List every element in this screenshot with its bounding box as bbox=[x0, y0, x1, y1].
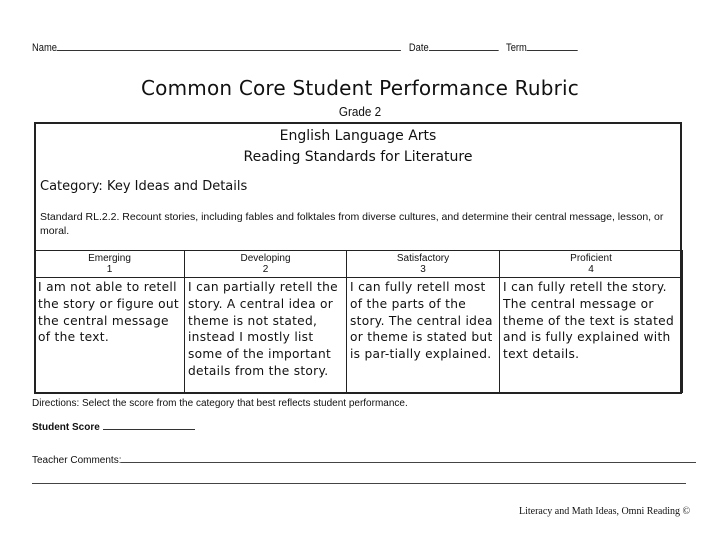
subject-line-2: Reading Standards for Literature bbox=[243, 149, 473, 165]
teacher-comments-field[interactable] bbox=[121, 453, 696, 463]
teacher-comments bbox=[32, 453, 696, 466]
teacher-comments-label: Teacher Comments: bbox=[32, 455, 122, 466]
level-description[interactable]: I can partially retell the story. A central idea or theme is not stated, instead I mostly list some of the important details from the story. bbox=[185, 278, 347, 393]
date-field[interactable] bbox=[429, 39, 499, 51]
name-field[interactable] bbox=[57, 39, 401, 51]
level-header[interactable] bbox=[347, 251, 500, 278]
term-label: Term bbox=[506, 42, 527, 54]
name-label: Name bbox=[32, 42, 57, 54]
level-header[interactable] bbox=[185, 251, 347, 278]
student-score-field[interactable] bbox=[103, 420, 195, 430]
rubric-header-row bbox=[35, 251, 683, 278]
footer-credit: Literacy and Math Ideas, Omni Reading © bbox=[519, 506, 691, 517]
category-label: Category: Key Ideas and Details bbox=[40, 179, 248, 194]
level-name: Developing bbox=[240, 253, 291, 264]
student-score bbox=[32, 420, 195, 433]
subject-heading bbox=[36, 126, 680, 168]
teacher-comments-line-2[interactable] bbox=[32, 483, 686, 484]
rubric-table bbox=[34, 250, 683, 393]
level-score: 3 bbox=[420, 264, 426, 275]
date-label: Date bbox=[408, 42, 429, 54]
level-header[interactable] bbox=[500, 251, 683, 278]
header-fields bbox=[32, 39, 578, 54]
rubric-box bbox=[34, 122, 682, 394]
level-description[interactable]: I can fully retell the story. The central message or theme of the text is stated and is fully explained with text details. bbox=[500, 278, 683, 393]
level-name: Proficient bbox=[570, 253, 612, 264]
student-score-label: Student Score bbox=[32, 422, 100, 433]
level-description[interactable]: I can fully retell most of the parts of the story. The central idea or theme is stated but is par-tially explained. bbox=[347, 278, 500, 393]
level-name: Satisfactory bbox=[396, 253, 450, 264]
directions-text: Directions: Select the score from the category that best reflects student performance. bbox=[32, 398, 408, 409]
level-score: 4 bbox=[588, 264, 594, 275]
subject-line-1: English Language Arts bbox=[279, 128, 437, 144]
level-score: 1 bbox=[106, 264, 113, 275]
grade-label: Grade 2 bbox=[338, 104, 382, 119]
term-field[interactable] bbox=[527, 39, 578, 51]
level-name: Emerging bbox=[88, 253, 131, 264]
level-description[interactable]: I am not able to retell the story or figure out the central message of the text. bbox=[35, 278, 185, 393]
level-score: 2 bbox=[262, 264, 269, 275]
page-title: Common Core Student Performance Rubric bbox=[140, 76, 579, 100]
rubric-description-row bbox=[35, 278, 683, 393]
standard-text: Standard RL.2.2. Recount stories, including fables and folktales from diverse cultures, and determine their central message, lesson, or moral. bbox=[40, 211, 664, 237]
level-header[interactable] bbox=[35, 251, 185, 278]
